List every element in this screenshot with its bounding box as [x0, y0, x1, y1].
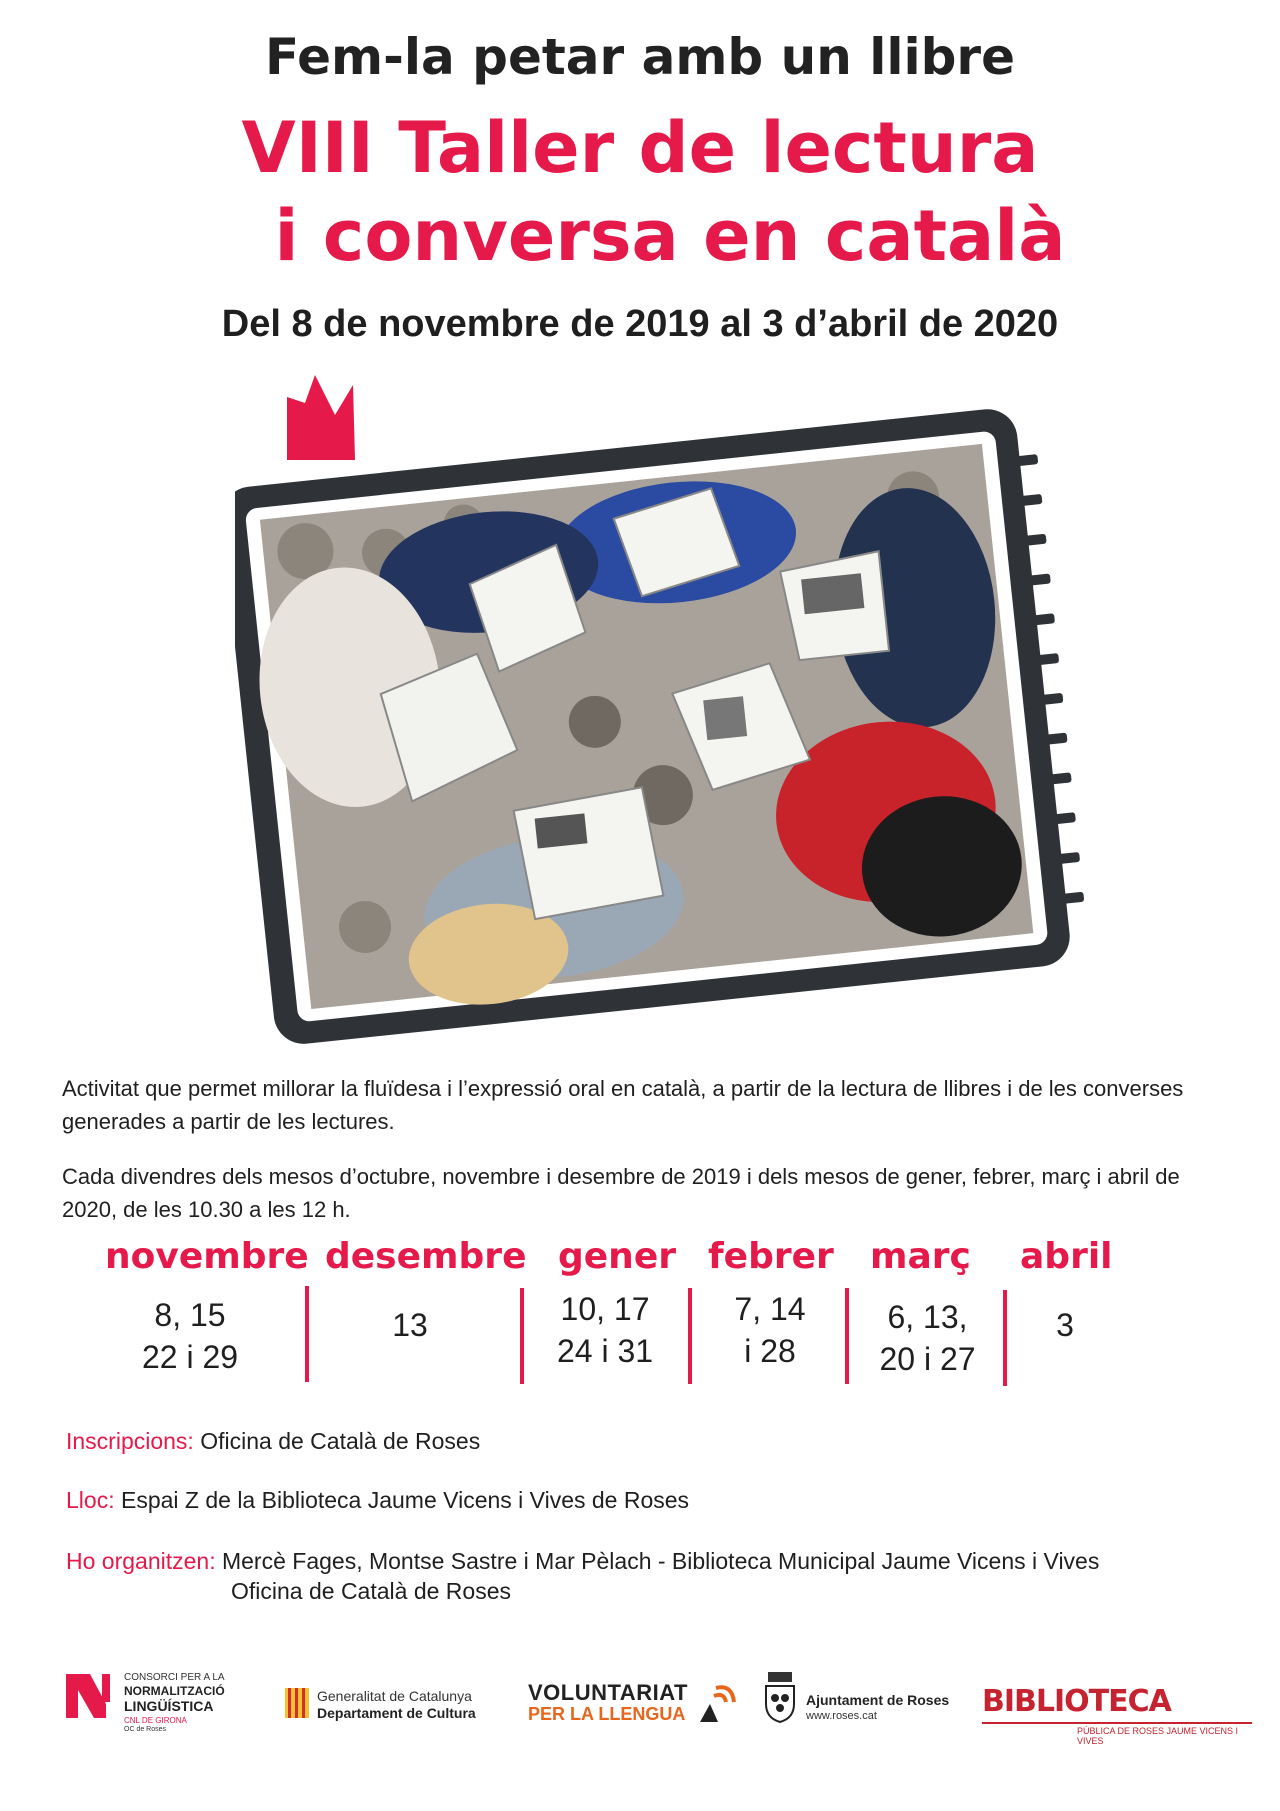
title-main: [0, 105, 1280, 280]
lloc-row: [66, 1487, 689, 1514]
lloc-value: Espai Z de la Biblioteca Jaume Vicens i Vives de Roses: [120, 1487, 690, 1513]
calendar: [0, 1236, 1280, 1406]
month-novembre: novembre: [105, 1236, 309, 1277]
speech-signal-icon: [696, 1682, 736, 1726]
month-abril: abril: [1020, 1236, 1113, 1277]
ajuntament-logo: Ajuntament de Roses www.roses.cat: [762, 1672, 962, 1734]
description-paragraph-1: Activitat que permet millorar la fluïdesa i l’expressió oral en català, a partir de la lectura de llibres i de les converses generades a partir de les lectures.: [62, 1076, 1184, 1134]
organitzen-row: [66, 1546, 1099, 1576]
senyera-icon: [285, 1688, 309, 1718]
title-line-1: Fem-la petar amb un llibre: [265, 28, 1015, 86]
photo-frame: [235, 375, 1085, 1065]
month-desembre: desembre: [325, 1236, 527, 1277]
dates-febrer: 7, 14 i 28: [734, 1291, 806, 1369]
cpnl-icon: [66, 1674, 114, 1722]
inscripcions-label: Inscripcions:: [66, 1428, 194, 1454]
crown-bookmark-icon: [287, 375, 355, 460]
calendar-separator: [688, 1288, 692, 1384]
dates-desembre: 13: [392, 1307, 428, 1343]
coat-of-arms-icon: [762, 1672, 798, 1724]
calendar-separator: [305, 1286, 309, 1382]
organitzen-value-2: Oficina de Català de Roses: [231, 1578, 511, 1604]
month-febrer: febrer: [708, 1236, 834, 1277]
month-marc: març: [870, 1236, 971, 1277]
title-line-3: i conversa en català: [274, 194, 1066, 277]
title-line-2: VIII Taller de lectura: [241, 107, 1039, 189]
dates-gener: 10, 17 24 i 31: [556, 1291, 654, 1369]
inscripcions-row: [66, 1428, 480, 1455]
calendar-separator: [1003, 1290, 1007, 1386]
photo-frame-graphic: [235, 375, 1085, 1065]
inscripcions-value: Oficina de Català de Roses: [200, 1428, 481, 1454]
dates-marc: 6, 13, 20 i 27: [879, 1299, 976, 1377]
biblioteca-logo: BIBLIOTECA PÚBLICA DE ROSES JAUME VICENS I VIVES: [982, 1684, 1262, 1734]
people-reading-photo: [242, 444, 1035, 1025]
date-range: Del 8 de novembre de 2019 al 3 d’abril de 2020: [221, 303, 1059, 345]
dates-novembre: 8, 15 22 i 29: [141, 1297, 239, 1375]
organitzen-label: Ho organitzen:: [66, 1548, 216, 1574]
dates-abril: 3: [1056, 1307, 1074, 1343]
cpnl-logo: CONSORCI PER A LA NORMALITZACIÓ LINGÜÍSTICA CNL DE GIRONA OC de Roses: [66, 1668, 246, 1743]
biblioteca-underline: [982, 1722, 1252, 1724]
sponsor-logos: [0, 1668, 1280, 1748]
calendar-separator: [520, 1288, 524, 1384]
voluntariat-logo: VOLUNTARIAT PER LA LLENGUA: [528, 1680, 748, 1735]
lloc-label: Lloc:: [66, 1487, 115, 1513]
month-gener: gener: [558, 1236, 676, 1277]
generalitat-logo: Generalitat de Catalunya Departament de Cultura: [285, 1686, 505, 1726]
organitzen-value: Mercè Fages, Montse Sastre i Mar Pèlach - Biblioteca Municipal Jaume Vicens i Vives: [221, 1548, 1100, 1574]
calendar-separator: [845, 1288, 849, 1384]
description-paragraph-2: Cada divendres dels mesos d’octubre, novembre i desembre de 2019 i dels mesos de gener, febrer, març i abril de 2020, de les 10.30 a les 12 h.: [62, 1164, 1180, 1222]
